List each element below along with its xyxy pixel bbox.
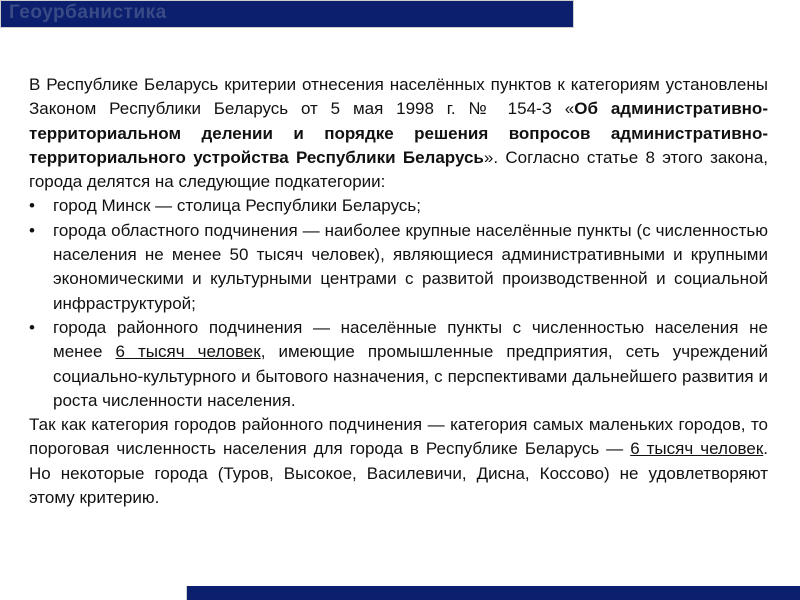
footer-bar: [186, 586, 800, 600]
list-item-text-end: , имеющие промышленные предприятия, сеть учреждений социально-культурного и бытового назначения, с перспективами дальнейшего развития и роста численности населения.: [53, 342, 768, 410]
intro-text-start: В Республике Беларусь критерии отнесения населённых пунктов к категориям установлены Законом Республики Беларусь от 5 мая 1998 г. № 154-З «: [29, 75, 768, 119]
list-item-text: города областного подчинения — наиболее крупные населённые пункты (с численностью населения не менее 50 тысяч человек), являющиеся административными и крупными экономическими и культурными центрами с развитой производственной и социальной инфраструктурой;: [53, 220, 768, 313]
list-item-text-start: города районного подчинения — населённые пункты с численностью населения не менее: [53, 317, 768, 362]
slide-title: Геоурбанистика: [9, 2, 167, 23]
population-threshold: 6 тысяч человек: [630, 439, 764, 459]
population-threshold: 6 тысяч человек: [115, 342, 261, 362]
conclusion-text-end: . Но некоторые города (Туров, Высокое, Василевичи, Дисна, Коссово) не удовлетворяют этому критерию.: [29, 439, 768, 508]
law-name: Об административно-территориальном делении и порядке решения вопросов административно-территориального устройства Республики Беларусь: [29, 99, 768, 167]
header-bar: [0, 0, 574, 28]
list-item-text: город Минск — столица Республики Беларусь;: [53, 196, 421, 216]
slide-body: [29, 73, 768, 510]
list-item-district-cities: [29, 316, 768, 413]
subcategory-list: [29, 194, 768, 413]
list-item-regional-cities: [29, 219, 768, 316]
list-item-minsk: [29, 194, 768, 218]
intro-paragraph: [29, 73, 768, 194]
conclusion-text-start: Так как категория городов районного подчинения — категория самых маленьких городов, то пороговая численность населения для города в Республике Беларусь —: [29, 415, 768, 459]
intro-text-end: ». Согласно статье 8 этого закона, города делятся на следующие подкатегории:: [29, 147, 769, 192]
conclusion-paragraph: [29, 413, 768, 510]
